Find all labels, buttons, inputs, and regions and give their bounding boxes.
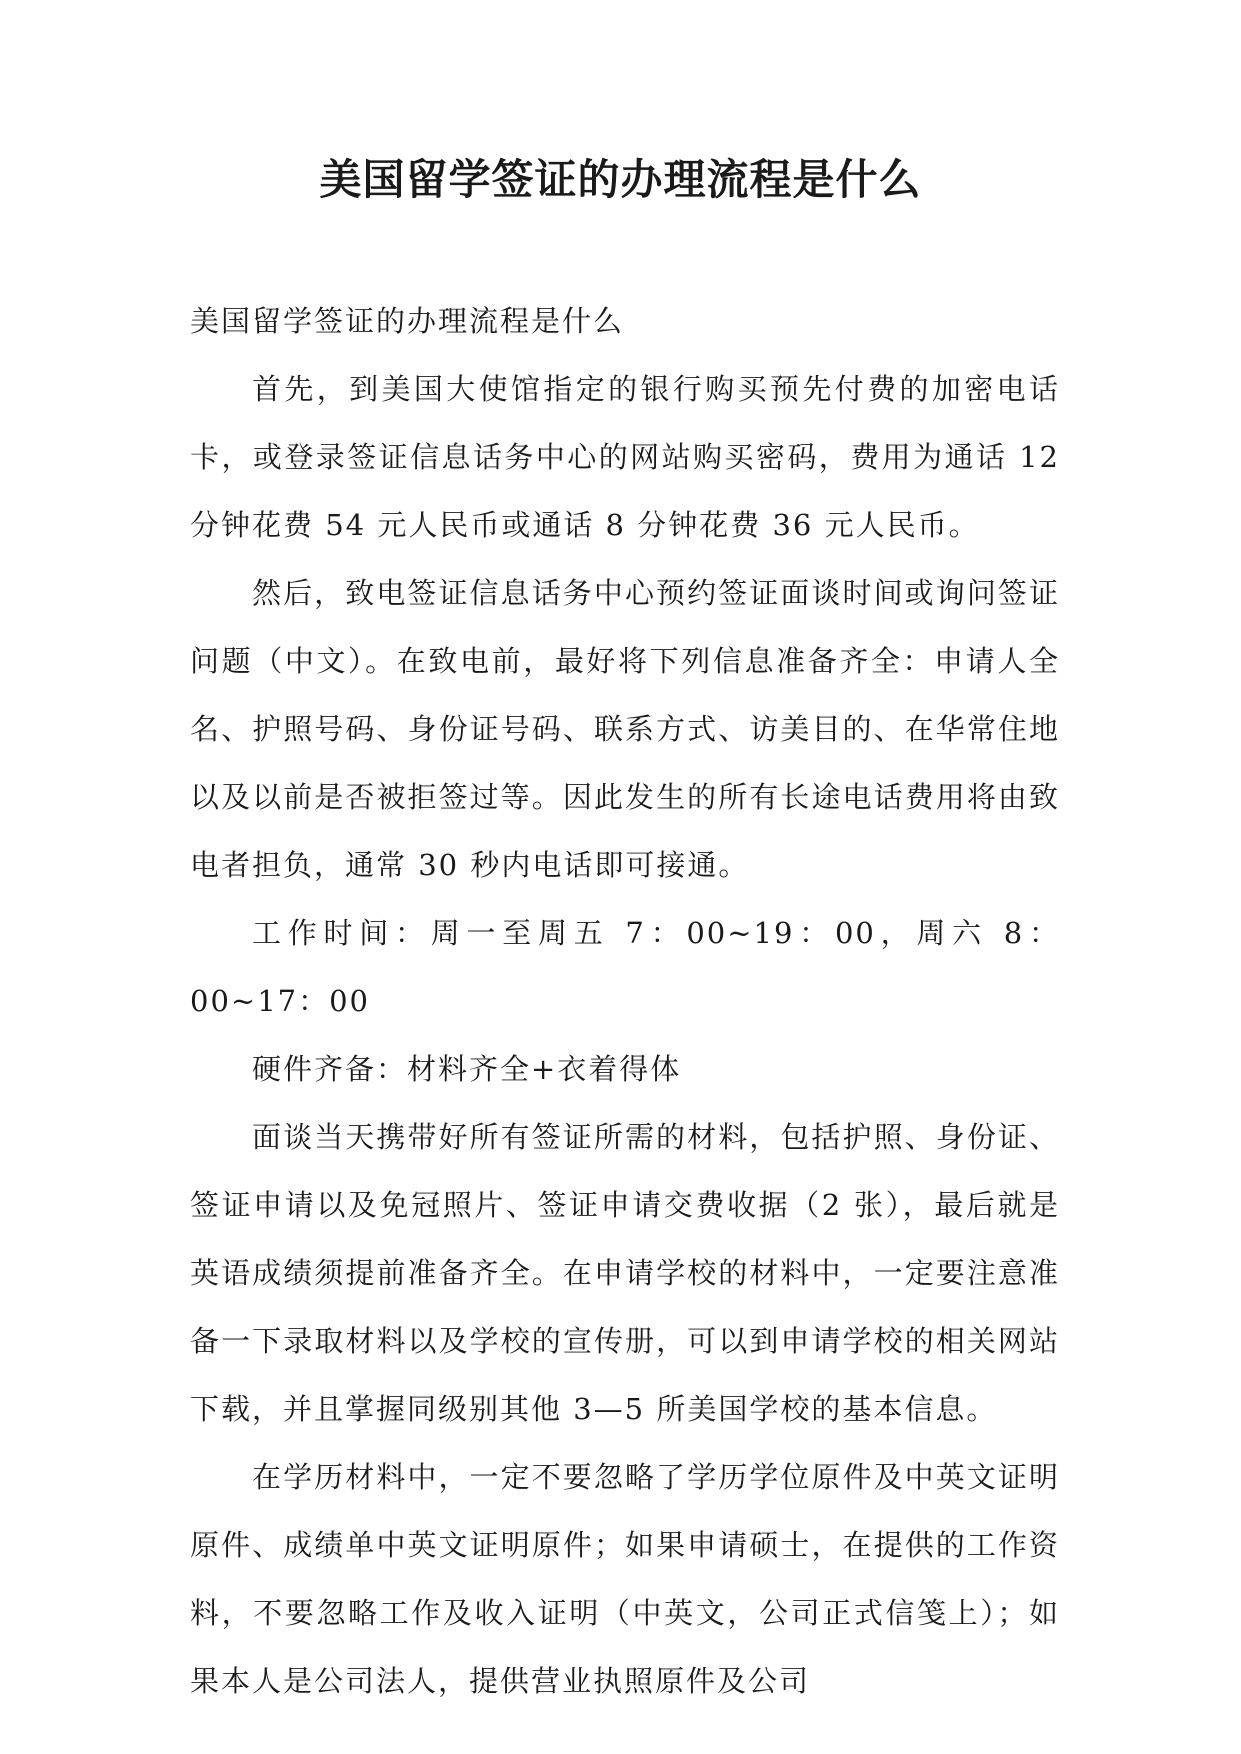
paragraph: 面谈当天携带好所有签证所需的材料，包括护照、身份证、签证申请以及免冠照片、签证申请交费收据（2 张），最后就是英语成绩须提前准备齐全。在申请学校的材料中，一定要注意准备一下录取材料以及学校的宣传册，可以到申请学校的相关网站下载，并且掌握同级别其他 3—5 所美国学校的基本信息。 <box>190 1120 1060 1426</box>
document-body <box>190 287 1060 1715</box>
paragraph: 然后，致电签证信息话务中心预约签证面谈时间或询问签证问题（中文）。在致电前，最好将下列信息准备齐全：申请人全名、护照号码、身份证号码、联系方式、访美目的、在华常住地以及以前是否被拒签过等。因此发生的所有长途电话费用将由致电者担负，通常 30 秒内电话即可接通。 <box>190 576 1060 882</box>
paragraph: 在学历材料中，一定不要忽略了学历学位原件及中英文证明原件、成绩单中英文证明原件；如果申请硕士，在提供的工作资料，不要忽略工作及收入证明（中英文，公司正式信笺上）；如果本人是公司法人，提供营业执照原件及公司 <box>190 1460 1060 1698</box>
paragraph-heading: 美国留学签证的办理流程是什么 <box>190 304 625 338</box>
paragraph: 硬件齐备：材料齐全+衣着得体 <box>252 1052 682 1086</box>
document-title: 美国留学签证的办理流程是什么 <box>319 155 922 204</box>
paragraph: 首先，到美国大使馆指定的银行购买预先付费的加密电话卡，或登录签证信息话务中心的网站购买密码，费用为通话 12 分钟花费 54 元人民币或通话 8 分钟花费 36 元人民币。 <box>190 372 1060 542</box>
paragraph: 工作时间：周一至周五 7：00~19：00，周六 8：00~17：00 <box>190 916 1060 1018</box>
